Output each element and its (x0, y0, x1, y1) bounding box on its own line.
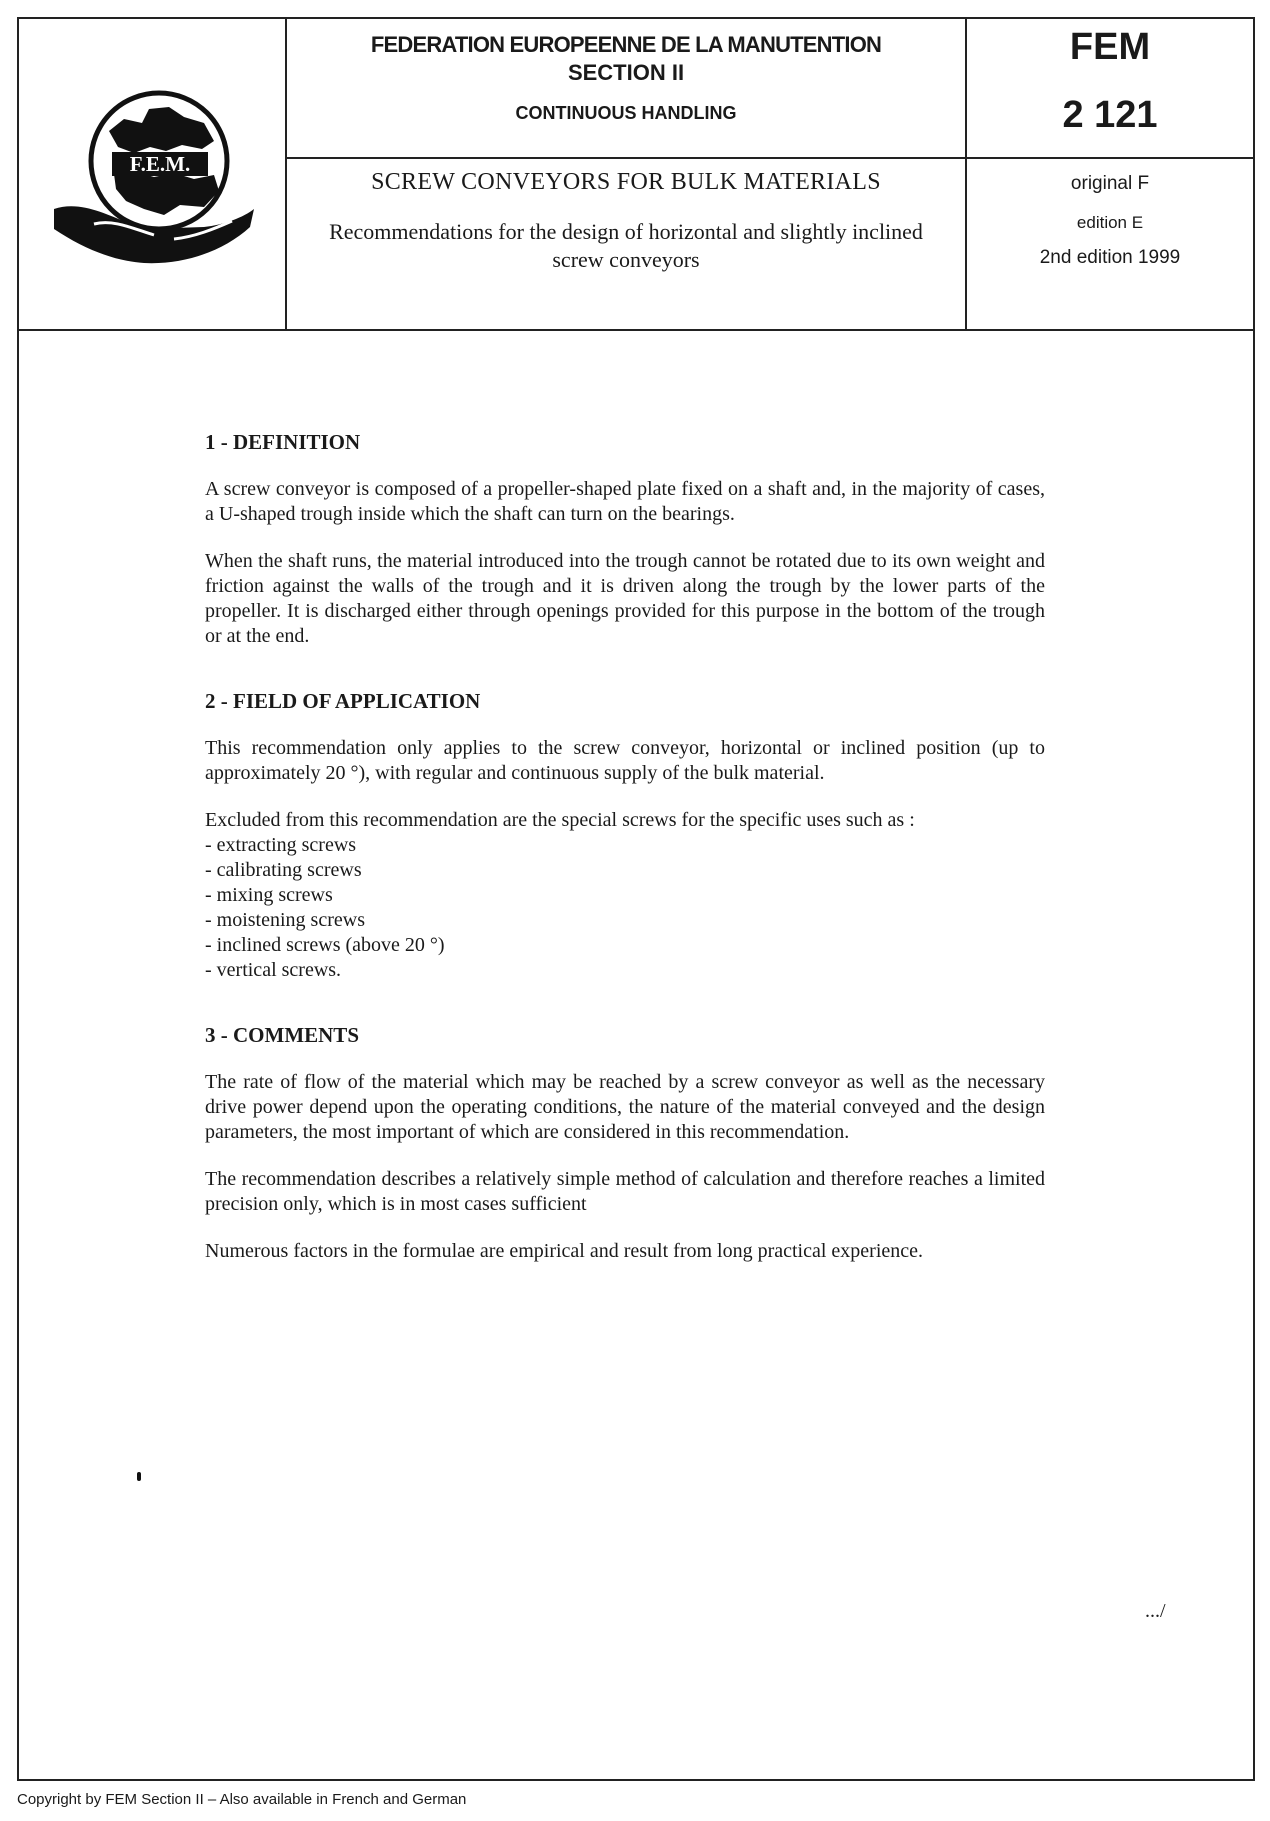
exclusion-list (205, 833, 1045, 983)
document-header (19, 19, 1253, 331)
organization-subtitle: CONTINUOUS HANDLING (515, 103, 737, 123)
list-item: - vertical screws. (205, 959, 342, 981)
section-definition (205, 430, 1045, 649)
organization-name: FEDERATION EUROPEENNE DE LA MANUTENTION (370, 32, 882, 57)
document-number: 2 121 (1062, 94, 1158, 136)
section-heading: 3 - COMMENTS (205, 1023, 359, 1047)
edition-date: 2nd edition 1999 (1039, 247, 1181, 268)
section-heading: 2 - FIELD OF APPLICATION (205, 689, 481, 713)
paragraph: This recommendation only applies to the screw conveyor, horizontal or inclined position (up to approximately 20 °), with regular and continuous supply of the bulk material. (205, 737, 1045, 784)
document-body (205, 430, 1045, 1304)
paragraph: The rate of flow of the material which may be reached by a screw conveyor as well as the necessary drive power depend upon the operating conditions, the nature of the material conveyed and the design parameters, the most important of which are considered in this recommendation. (205, 1071, 1045, 1143)
edition-cell (967, 159, 1253, 329)
list-item: - calibrating screws (205, 859, 362, 881)
paragraph: The recommendation describes a relatively simple method of calculation and therefore reaches a limited precision only, which is in most cases sufficient (205, 1168, 1045, 1215)
list-item: - moistening screws (205, 909, 365, 931)
copyright-footer: Copyright by FEM Section II – Also available in French and German (17, 1791, 467, 1808)
document-subtitle: Recommendations for the design of horizontal and slightly inclined screw conveyors (329, 219, 923, 272)
paragraph: A screw conveyor is composed of a propeller-shaped plate fixed on a shaft and, in the majority of cases, a U-shaped trough inside which the shaft can turn on the bearings. (205, 478, 1045, 525)
document-title: SCREW CONVEYORS FOR BULK MATERIALS (371, 169, 881, 195)
section-comments (205, 1023, 1045, 1264)
paragraph: Numerous factors in the formulae are empirical and result from long practical experience. (205, 1240, 924, 1262)
original-language: original F (1070, 173, 1150, 194)
list-item: - mixing screws (205, 884, 333, 906)
organization-section: SECTION II (567, 60, 685, 85)
list-item: - extracting screws (205, 834, 357, 856)
continuation-mark: .../ (1145, 1600, 1166, 1622)
logo-cell (19, 19, 287, 329)
scan-speck (137, 1472, 141, 1481)
title-cell (287, 159, 967, 329)
fem-globe-hand-logo (54, 79, 254, 279)
list-item: - inclined screws (above 20 °) (205, 934, 445, 956)
section-heading: 1 - DEFINITION (205, 430, 361, 454)
document-code-cell (967, 19, 1253, 159)
edition-language: edition E (1076, 213, 1144, 232)
section-field-of-application (205, 689, 1045, 983)
organization-cell (287, 19, 967, 159)
paragraph: When the shaft runs, the material introduced into the trough cannot be rotated due to its own weight and friction against the walls of the trough and it is driven along the trough by the lower parts of the propeller. It is discharged either through openings provided for this purpose in the bottom of the trough or at the end. (205, 550, 1045, 647)
document-code: FEM (1069, 26, 1151, 68)
svg-text:F.E.M.: F.E.M. (129, 152, 191, 176)
list-intro: Excluded from this recommendation are the special screws for the specific uses such as : (205, 809, 915, 831)
